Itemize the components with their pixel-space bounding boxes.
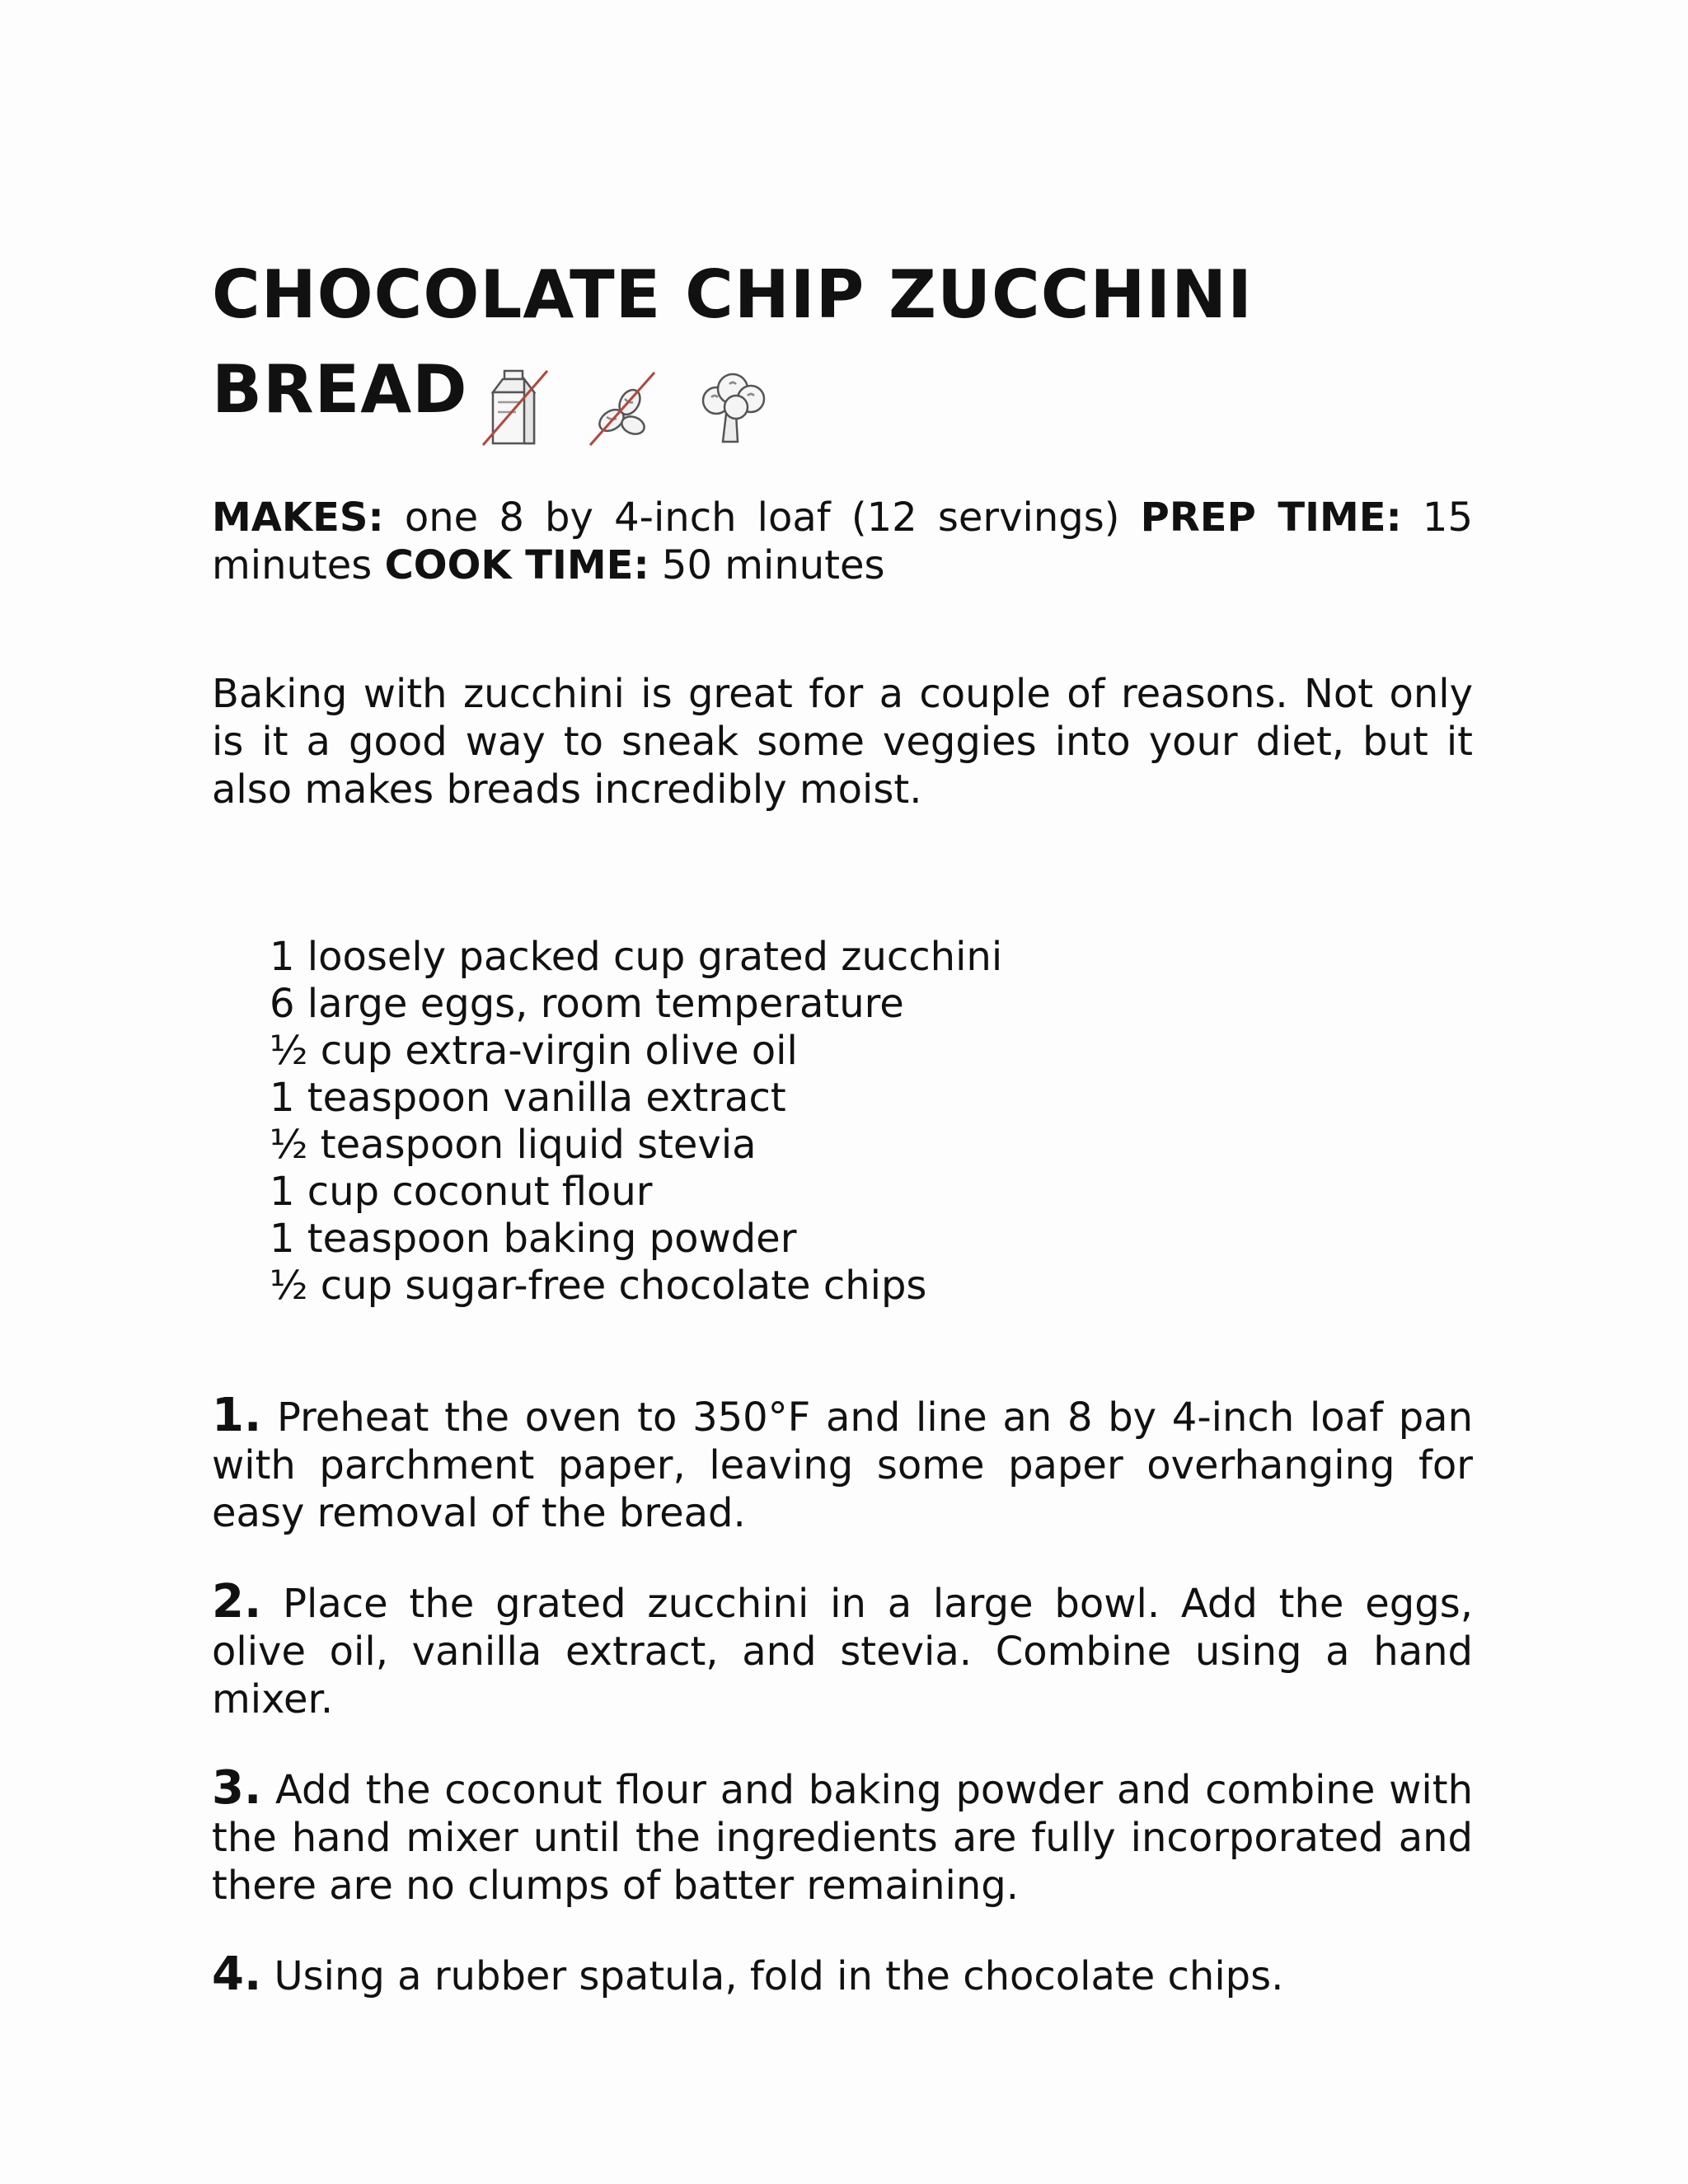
step-number: 2. <box>212 1575 262 1629</box>
recipe-title <box>212 247 1473 448</box>
step-number: 1. <box>212 1389 262 1442</box>
recipe-page <box>212 247 1473 2041</box>
cook-time-label: COOK TIME: <box>384 542 649 588</box>
prep-time-value: 15 minutes <box>212 494 1473 588</box>
step-text: Using a rubber spatula, fold in the chocolate chips. <box>274 1953 1284 1999</box>
ingredient-item: 1 loosely packed cup grated zucchini <box>270 934 1003 980</box>
ingredient-list <box>270 934 1473 1310</box>
step-text: Add the coconut ﬂour and baking powder and combine with the hand mixer until the ingredients are fully incorporated and there are no clumps of batter remaining. <box>212 1767 1473 1909</box>
recipe-intro: Baking with zucchini is great for a couple of reasons. Not only is it a good way to sneak some veggies into your diet, but it also makes breads incredibly moist. <box>212 671 1473 813</box>
no-dairy-carton-icon <box>480 366 549 448</box>
step-4 <box>212 1947 1473 2001</box>
ingredient-item: 1 teaspoon baking powder <box>270 1216 797 1262</box>
broccoli-vegetable-icon <box>695 366 771 448</box>
title-line-2 <box>212 342 1473 448</box>
no-nuts-icon <box>587 366 656 448</box>
recipe-meta <box>212 494 1473 589</box>
title-bread: BREAD <box>212 351 468 428</box>
step-3 <box>212 1761 1473 1910</box>
ingredient-item: 1 cup coconut ﬂour <box>270 1169 653 1215</box>
ingredient-item: 6 large eggs, room temperature <box>270 981 904 1027</box>
makes-label: MAKES: <box>212 494 384 541</box>
ingredient-item: 1 teaspoon vanilla extract <box>270 1075 786 1121</box>
ingredient-item: ½ cup extra-virgin olive oil <box>270 1028 798 1074</box>
step-text: Place the grated zucchini in a large bowl. Add the eggs, olive oil, vanilla extract, and stevia. Combine using a hand mixer. <box>212 1581 1473 1722</box>
step-2 <box>212 1575 1473 1723</box>
step-number: 3. <box>212 1761 262 1815</box>
dietary-icons <box>480 354 786 448</box>
title-line-1: CHOCOLATE CHIP ZUCCHINI <box>212 256 1253 333</box>
cook-time-value: 50 minutes <box>661 542 885 588</box>
step-1 <box>212 1389 1474 1537</box>
step-number: 4. <box>212 1947 262 2001</box>
step-text: Preheat the oven to 350°F and line an 8 by 4-inch loaf pan with parchment paper, leaving some paper overhanging for easy removal of the bread. <box>212 1394 1474 1536</box>
instruction-steps <box>212 1389 1474 2001</box>
ingredient-item: ½ teaspoon liquid stevia <box>270 1122 757 1168</box>
ingredient-item: ½ cup sugar-free chocolate chips <box>270 1263 927 1309</box>
makes-value: one 8 by 4-inch loaf (12 servings) <box>404 494 1120 541</box>
prep-time-label: PREP TIME: <box>1140 494 1402 541</box>
